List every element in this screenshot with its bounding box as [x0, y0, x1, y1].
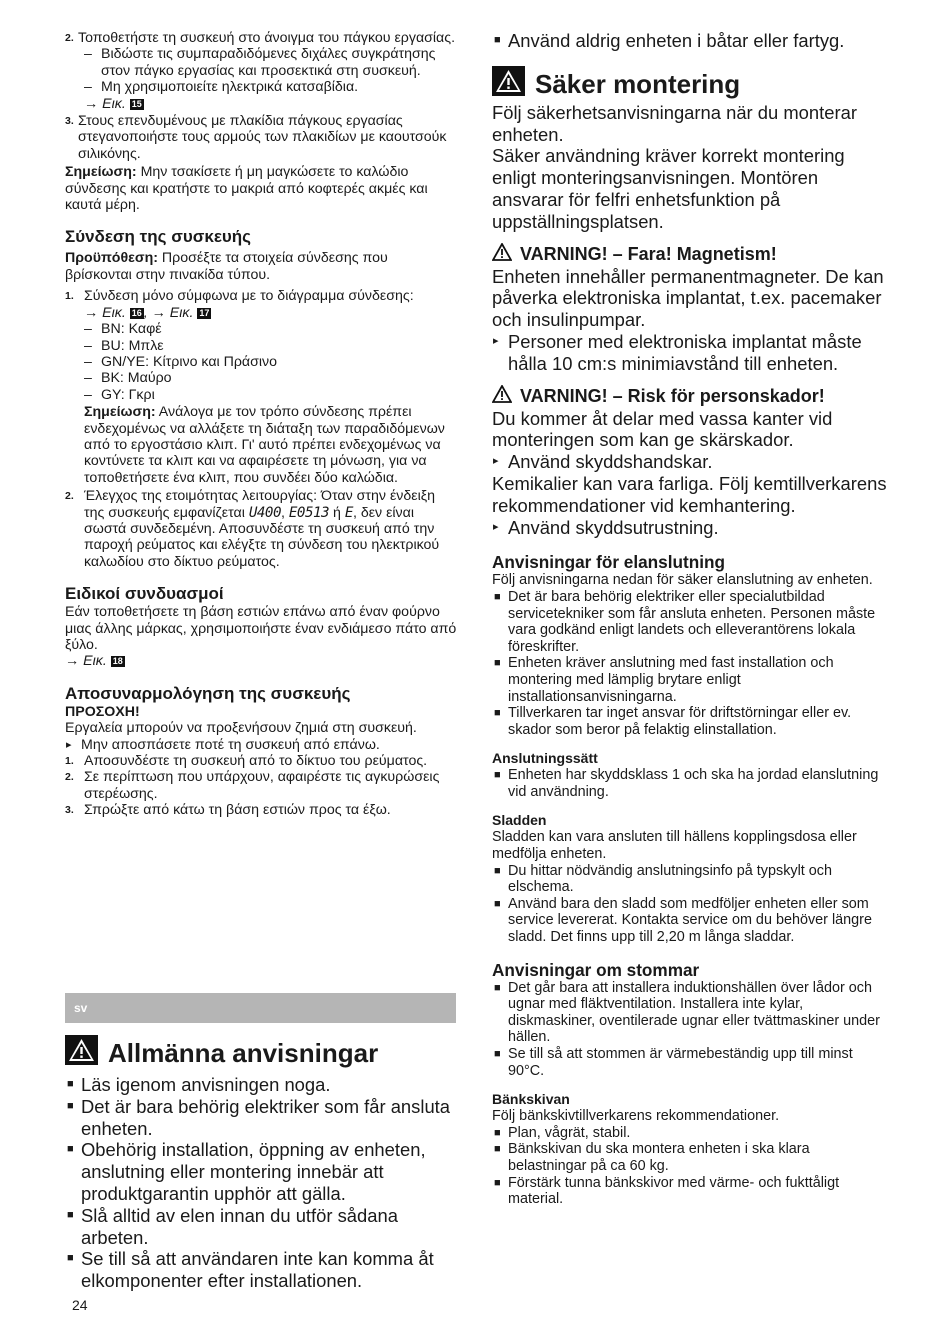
- list-item: – Βιδώστε τις συμπαραδιδόμενες διχάλες συγκράτησης στον πάγκο εργασίας και προσεκτικά στη συσκευή.: [84, 46, 436, 79]
- list-item: ■ Använd bara den sladd som medföljer enheten eller som service levererat. Kontakta service om du behöver längre sladd. Det finns upp till 2,20 m långa sladdar.: [494, 895, 872, 946]
- safe-mounting-body: Följ säkerhetsanvisningarna när du monterar enheten. Säker användning kräver korrekt montering enligt monteringsanvisningen. Montören ansvarar för felfri enhetsfunktion på uppställningsplatsen.: [492, 101, 857, 232]
- note: Σημείωση: Μην τσακίσετε ή μη μαγκώσετε το καλώδιο σύνδεσης και κρατήστε το μακριά από κοφτερές ακμές και καυτά μέρη.: [65, 164, 428, 214]
- caution-actions: [65, 737, 457, 753]
- warning-magnetism-body: Enheten innehåller permanentmagneter. De kan påverka elektroniska implantat, t.ex. pacemaker och insulinpumpar. ▸ Personer med elektroniska implantat måste hålla 10 cm:s minimiavstånd till enheten.: [492, 266, 887, 375]
- list-item: ■ Se till så att stommen är värmebeständig upp till minst 90°C.: [494, 1046, 853, 1079]
- warning-triangle-icon: [65, 1035, 98, 1071]
- list-item: – BU: Μπλε: [84, 337, 164, 354]
- conn-step-2: 2. Έλεγχος της ετοιμότητας λειτουργίας: Όταν στην ένδειξη της συσκευής εμφανίζεται U400, E0513 ή E, δεν είναι σωστά συνδεδεμένη. Αποσυνδέστε τη συσκευή από την παροχή ρεύματος και ελέγξτε τη σύνδεση του ηλεκτρικού καλωδίου στο δίκτυο ρεύματος.: [65, 488, 440, 570]
- install-step-2-subs: [65, 46, 457, 95]
- list-item: ■ Det är bara behörig elektriker eller specialutbildad servicetekniker som får ansluta enheten. Personen måste vara godkänd enligt landets och elleverantörens lokala föreskrifter.: [494, 588, 876, 655]
- heading-worktop: Bänkskivan: [492, 1091, 570, 1108]
- list-item: – BK: Μαύρο: [84, 370, 172, 387]
- connection-type-list: [492, 767, 887, 800]
- list-item: ■ Se till så att användaren inte kan komma åt elkomponenter efter installationen.: [67, 1248, 434, 1292]
- cord-section: Sladden kan vara ansluten till hällens kopplingsdosa eller medfölja enheten. ■ Du hittar nödvändig anslutningsinfo på typskylt och elschema. ■ Använd bara den sladd som medföljer enheten eller som service levererat. Kontakta service om du behöver längre sladd. Det finns upp till 2,20 m långa sladdar.: [492, 829, 887, 945]
- safe-mounting-title: Säker montering: [492, 66, 887, 102]
- heading-disassembly: Αποσυναρμολόγηση της συσκευής: [65, 683, 351, 703]
- disasm-step-3: 3. Σπρώξτε από κάτω τη βάση εστιών προς τα έξω.: [65, 802, 391, 819]
- heading-special: Ειδικοί συνδυασμοί: [65, 584, 224, 604]
- heading-connection-type: Anslutningssätt: [492, 750, 598, 767]
- list-item: – GY: Γκρι: [84, 386, 155, 403]
- list-item: ■ Det är bara behörig elektriker som får ansluta enheten.: [67, 1095, 451, 1139]
- language-bar-sv: sv: [65, 993, 456, 1023]
- list-item: ■ Det går bara att installera induktionshällen över lådor och ugnar med fläktventilation. Installera inte kylar, diskmaskiner, oventilerade ugnar eller tvättmaskiner under hällen.: [494, 979, 880, 1046]
- figure-ref-18: → Εικ. 18: [65, 653, 123, 670]
- heading-cabinets: Anvisningar om stommar: [492, 959, 700, 980]
- warning-injury-body: Du kommer åt delar med vassa kanter vid monteringen som kan ge skärskador. ▸ Använd skyddshandskar. Kemikalier kan vara farliga. Följ kemtillverkarens rekommendationer vid kemhantering. ▸ Använd skyddsutrustning.: [492, 407, 887, 538]
- general-title: Allmänna anvisningar: [65, 1035, 457, 1071]
- swedish-column: [492, 30, 887, 1208]
- warning-injury-title: VARNING! – Risk för personskador!: [492, 385, 887, 408]
- warning-triangle-icon: [492, 66, 525, 102]
- page-number: 24: [72, 1297, 88, 1313]
- list-item: – BN: Καφέ: [84, 321, 162, 338]
- worktop-section: Följ bänkskivtillverkarens rekommendationer. ■ Plan, vågrät, stabil. ■ Bänkskivan du ska montera enheten i ska klara belastningar på ca 60 kg. ■ Förstärk tunna bänkskivor med värme- och fukttåligt material.: [492, 1108, 887, 1208]
- disasm-step-2: 2. Σε περίπτωση που υπάρχουν, αφαιρέστε τις αγκυρώσεις στερέωσης.: [65, 769, 440, 802]
- install-step-2-text: Τοποθετήστε τη συσκευή στο άνοιγμα του πάγκου εργασίας.: [78, 30, 456, 46]
- list-item: ■ Plan, vågrät, stabil.: [494, 1124, 631, 1141]
- caution-text: Εργαλεία μπορούν να προξενήσουν ζημιά στη συσκευή.: [65, 720, 417, 737]
- list-item: – GN/YE: Κίτρινο και Πράσινο: [84, 353, 278, 370]
- list-item: ▸ Personer med elektroniska implantat måste hålla 10 cm:s minimiavstånd till enheten.: [493, 330, 862, 374]
- list-item: ■ Läs igenom anvisningen noga.: [67, 1074, 331, 1095]
- figure-ref-16-17: → Εικ. 16 , → Εικ. 17: [84, 304, 210, 321]
- conn-step-1: 1. Σύνδεση μόνο σύμφωνα με το διάγραμμα σύνδεσης:: [65, 288, 414, 305]
- list-item: ▸ Μην αποσπάσετε ποτέ τη συσκευή από επάνω.: [66, 736, 380, 753]
- warning-triangle-icon: [492, 385, 512, 408]
- list-item: – Μη χρησιμοποιείτε ηλεκτρικά κατσαβίδια.: [84, 79, 359, 96]
- heading-electrical: Anvisningar för elanslutning: [492, 552, 726, 573]
- list-item: ■ Enheten kräver anslutning med fast installation och montering med lämplig brytare enligt installationsanvisningarna.: [494, 655, 834, 705]
- install-step-2: 2. Τοποθετήστε τη συσκευή στο άνοιγμα του πάγκου εργασίας.: [65, 30, 456, 46]
- top-list: [492, 30, 887, 52]
- list-item: ■ Obehörig installation, öppning av enheten, anslutning eller montering innebär att produktgarantin upphör att gälla.: [67, 1139, 426, 1204]
- list-item: ▸ Använd skyddshandskar.: [493, 451, 713, 473]
- wire-color-list: [65, 321, 457, 403]
- list-item: ■ Slå alltid av elen innan du utför sådana arbeten.: [67, 1204, 398, 1248]
- special-text: Εάν τοποθετήσετε τη βάση εστιών επάνω από έναν φούρνο μιας άλλης μάρκας, χρησιμοποιήστε έναν ενδιάμεσο πάτο από ξύλο.: [65, 604, 457, 653]
- list-item: ■ Använd aldrig enheten i båtar eller fartyg.: [494, 30, 845, 51]
- figure-ref-15: → Εικ. 15: [84, 95, 142, 112]
- warning-triangle-icon: [492, 243, 512, 266]
- disasm-step-1: 1. Αποσυνδέστε τη συσκευή από το δίκτυο του ρεύματος.: [65, 753, 428, 770]
- general-list: [65, 1074, 457, 1292]
- heading-cord: Sladden: [492, 812, 547, 829]
- list-item: ■ Tillverkaren tar inget ansvar för driftstörningar eller ev. skador som beror på felaktig elinstallation.: [494, 705, 852, 738]
- note-clips: Σημείωση: Ανάλογα με τον τρόπο σύνδεσης πρέπει ενδεχομένως να αλλάξετε τη διάταξη των παραδιδόμενων από το εργοστάσιο κλιπ. Γι' αυτό πρέπει ενδεχομένως να κοντύνετε τα κλιπ και να αφαιρέσετε τη μόνωση, για να τοποθετήσετε ένα κλιπ, που συνδέει δύο καλώδια.: [84, 404, 445, 486]
- install-step-3: 3. Στους επενδυμένους με πλακίδια πάγκους εργασίας στεγανοποιήστε τους αρμούς των πλακιδίων με καουτσούκ σιλικόνης.: [65, 113, 447, 162]
- general-instructions: [65, 1035, 457, 1292]
- warning-magnetism-title: VARNING! – Fara! Magnetism!: [492, 243, 887, 266]
- heading-connection: Σύνδεση της συσκευής: [65, 227, 252, 247]
- list-item: ▸ Använd skyddsutrustning.: [493, 516, 719, 538]
- list-item: ■ Bänkskivan du ska montera enheten i ska klara belastningar på ca 60 kg.: [494, 1141, 810, 1174]
- electrical-section: Följ anvisningarna nedan för säker elanslutning av enheten. ■ Det är bara behörig elektriker eller specialutbildad servicetekniker som får ansluta enheten. Personen måste vara godkänd enligt landets och elleverantörens lokala föreskrifter. ■ Enheten kräver anslutning med fast installation och montering med lämplig brytare enligt installationsanvisningarna. ■ Tillverkaren tar inget ansvar för driftstörningar eller ev. skador som beror på felaktig elinstallation.: [492, 572, 887, 738]
- cabinets-list: [492, 980, 887, 1080]
- prerequisite: Προϋπόθεση: Προσέξτε τα στοιχεία σύνδεσης που βρίσκονται στην πινακίδα τύπου.: [65, 250, 388, 283]
- caution-label: ΠΡΟΣΟΧΗ!: [65, 703, 140, 720]
- list-item: ■ Du hittar nödvändig anslutningsinfo på typskylt och elschema.: [494, 862, 832, 896]
- list-item: ■ Enheten har skyddsklass 1 och ska ha jordad elanslutning vid användning.: [494, 767, 879, 800]
- greek-column: [65, 30, 457, 819]
- list-item: ■ Förstärk tunna bänkskivor med värme- och fukttåligt material.: [494, 1174, 840, 1208]
